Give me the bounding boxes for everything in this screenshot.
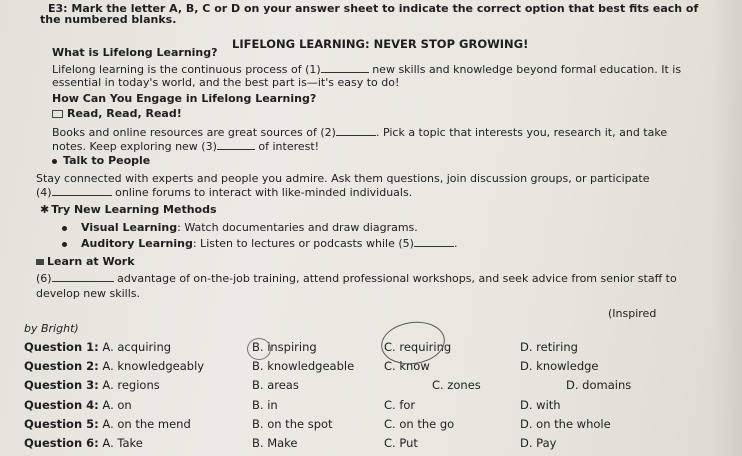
- source-note-1: (Inspired: [608, 307, 657, 320]
- paragraph-talk-line-1: Stay connected with experts and people you admire. Ask them questions, join discussion groups, or participate: [36, 172, 650, 185]
- question-1: Question 1: A. acquiring: [24, 340, 172, 354]
- option-d[interactable]: D. knowledge: [520, 359, 599, 373]
- option-b[interactable]: B. areas: [252, 378, 299, 392]
- blank-6: [52, 272, 114, 282]
- option-b[interactable]: B. in: [252, 398, 278, 412]
- option-d[interactable]: D. with: [520, 398, 561, 412]
- instruction-line-2: the numbered blanks.: [40, 13, 177, 26]
- paragraph-what-line-2: essential in today's world, and the best part is—it's easy to do!: [52, 76, 400, 89]
- option-b[interactable]: B. Make: [252, 436, 298, 450]
- briefcase-icon: [36, 259, 44, 265]
- question-3: Question 3: A. regions: [24, 378, 160, 392]
- blank-3: [217, 140, 255, 150]
- option-d[interactable]: D. Pay: [520, 436, 557, 450]
- section-heading-read: Read, Read, Read!: [52, 107, 182, 120]
- option-b[interactable]: B. knowledgeable: [252, 359, 355, 373]
- option-d[interactable]: D. on the whole: [520, 417, 611, 431]
- source-note-2: by Bright): [24, 322, 79, 335]
- option-b[interactable]: B. inspiring: [252, 340, 317, 354]
- option-a[interactable]: A. on the mend: [102, 417, 191, 431]
- option-d[interactable]: D. domains: [566, 378, 632, 392]
- bullet-icon: [62, 242, 67, 247]
- instruction-line-1: E3: Mark the letter A, B, C or D on your answer sheet to indicate the correct option that best fits each of: [48, 2, 699, 15]
- paragraph-work-line-2: develop new skills.: [36, 287, 141, 300]
- blank-2: [336, 126, 376, 136]
- paragraph-read-line-1: Books and online resources are great sources of (2) . Pick a topic that interests you, research it, and take: [52, 126, 668, 139]
- option-b[interactable]: B. on the spot: [252, 417, 333, 431]
- paragraph-what-line-1: Lifelong learning is the continuous process of (1) new skills and knowledge beyond formal education. It is: [52, 63, 682, 76]
- bullet-visual: Visual Learning: Watch documentaries and draw diagrams.: [62, 221, 418, 234]
- bullet-icon: [62, 226, 67, 231]
- paragraph-read-line-2: notes. Keep exploring new (3) of interest!: [52, 140, 320, 153]
- paragraph-talk-line-2: (4) online forums to interact with like-minded individuals.: [36, 186, 413, 199]
- option-d[interactable]: D. retiring: [520, 340, 578, 354]
- option-a[interactable]: A. acquiring: [102, 340, 172, 354]
- question-4: Question 4: A. on: [24, 398, 132, 412]
- section-heading-try: ✱ Try New Learning Methods: [40, 203, 217, 216]
- blank-4: [52, 186, 112, 196]
- star-icon: ✱: [40, 203, 50, 216]
- bullet-auditory: Auditory Learning: Listen to lectures or podcasts while (5) .: [62, 237, 457, 250]
- question-2: Question 2: A. knowledgeably: [24, 359, 205, 373]
- option-c[interactable]: C. Put: [384, 436, 418, 450]
- option-c[interactable]: C. for: [384, 398, 416, 412]
- question-5: Question 5: A. on the mend: [24, 417, 191, 431]
- page-shadow: [712, 0, 742, 456]
- page-title: LIFELONG LEARNING: NEVER STOP GROWING!: [232, 37, 529, 51]
- circle-mark: [247, 338, 271, 360]
- option-c[interactable]: C. zones: [432, 378, 481, 392]
- section-heading-what: What is Lifelong Learning?: [52, 46, 218, 59]
- book-icon: [52, 110, 63, 118]
- option-c[interactable]: C. know: [384, 359, 430, 373]
- option-a[interactable]: A. knowledgeably: [102, 359, 205, 373]
- option-a[interactable]: A. regions: [102, 378, 160, 392]
- question-6: Question 6: A. Take: [24, 436, 143, 450]
- option-a[interactable]: A. on: [102, 398, 132, 412]
- section-heading-work: Learn at Work: [36, 255, 135, 268]
- blank-5: [414, 237, 454, 247]
- paragraph-work-line-1: (6) advantage of on-the-job training, attend professional workshops, and seek advice from senior staff to: [36, 272, 677, 285]
- option-c[interactable]: C. requiring: [384, 340, 452, 354]
- blank-1: [321, 63, 369, 73]
- section-heading-talk: Talk to People: [52, 154, 150, 167]
- option-c[interactable]: C. on the go: [384, 417, 455, 431]
- bullet-icon: [52, 159, 57, 164]
- option-a[interactable]: A. Take: [102, 436, 143, 450]
- section-heading-how: How Can You Engage in Lifelong Learning?: [52, 92, 317, 105]
